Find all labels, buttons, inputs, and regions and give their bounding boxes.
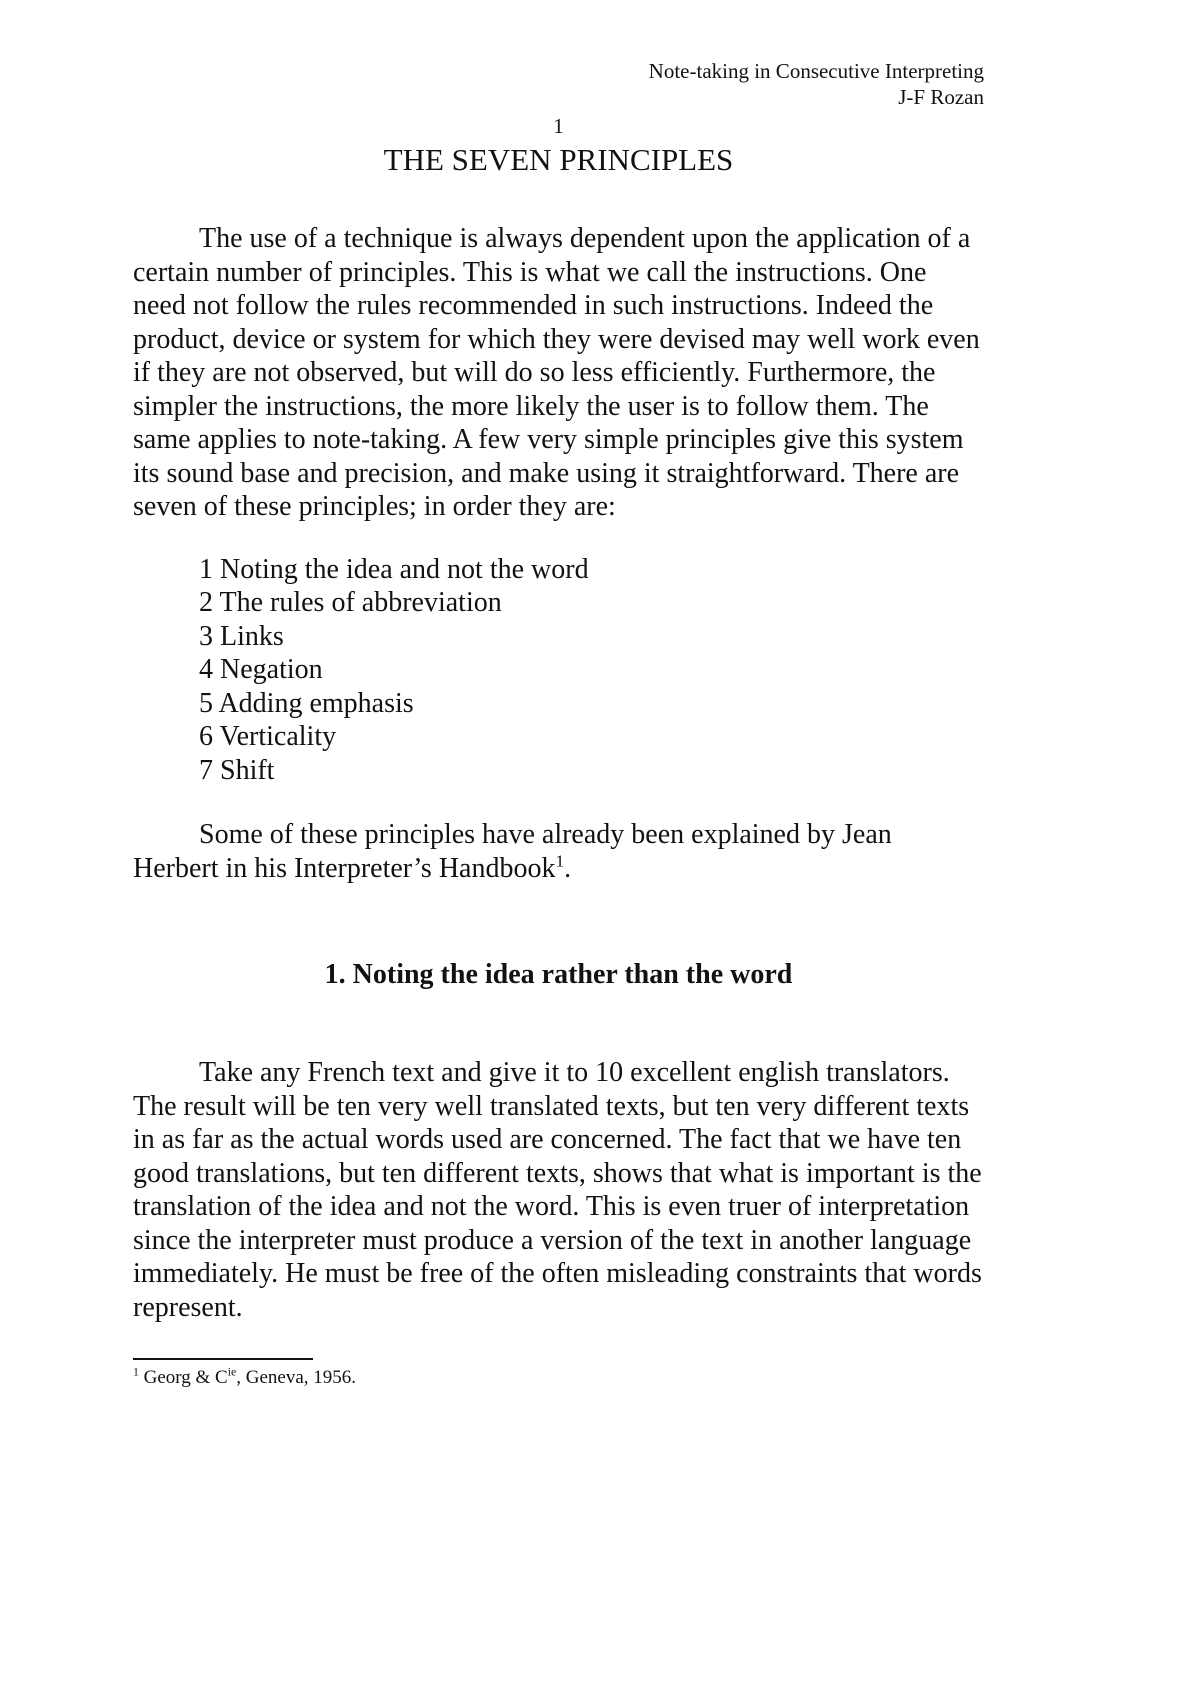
footnote-text: Georg & C	[138, 1367, 228, 1388]
footnote-marker: 1	[133, 1365, 139, 1379]
list-item: 5 Adding emphasis	[199, 687, 414, 719]
list-item: 6 Verticality	[199, 721, 337, 752]
list-item: 3 Links	[199, 620, 284, 652]
list-item: 7 Shift	[199, 754, 275, 786]
footnote-text-rest: , Geneva, 1956.	[236, 1367, 357, 1388]
list-item: 2 The rules of abbreviation	[199, 587, 502, 618]
footnote-reference: 1	[555, 851, 565, 871]
section-heading: 1. Noting the idea rather than the word	[324, 959, 793, 990]
list-item: 4 Negation	[199, 654, 323, 685]
followup-text: Some of these principles have already been explained by Jean Herbert in his Interpreter’s Handbook	[133, 819, 892, 884]
footnote-area	[133, 1358, 984, 1390]
footnote-rule	[133, 1358, 313, 1360]
header-author: J-F Rozan	[898, 85, 984, 109]
followup-paragraph	[133, 818, 984, 885]
followup-period: .	[564, 852, 572, 884]
list-item: 1 Noting the idea and not the word	[199, 553, 589, 585]
page-header	[133, 58, 984, 110]
principles-list	[133, 553, 984, 788]
document-title: THE SEVEN PRINCIPLES	[383, 142, 734, 177]
header-document-title: Note-taking in Consecutive Interpreting	[648, 59, 984, 83]
footnote	[133, 1366, 984, 1390]
page-number: 1	[553, 114, 564, 138]
intro-paragraph: The use of a technique is always dependent upon the application of a certain number of principles. This is what we call the instructions. One need not follow the rules recommended in such instructions. Indeed the product, device or system for which they were devised may well work even if they are not observed, but will do so less efficiently. Furthermore, the simpler the instructions, the more likely the user is to follow them. The same applies to note-taking. A few very simple principles give this system its sound base and precision, and make using it straightforward. There are seven of these principles; in order they are:	[133, 223, 980, 522]
section-paragraph: Take any French text and give it to 10 excellent english translators. The result will be ten very well translated texts, but ten very different texts in as far as the actual words used are concerned. The fact that we have ten good translations, but ten different texts, shows that what is important is the translation of the idea and not the word. This is even truer of interpretation since the interpreter must produce a version of the text in another language immediately. He must be free of the often misleading constraints that words represent.	[133, 1057, 982, 1323]
footnote-superscript: ie	[227, 1365, 237, 1379]
